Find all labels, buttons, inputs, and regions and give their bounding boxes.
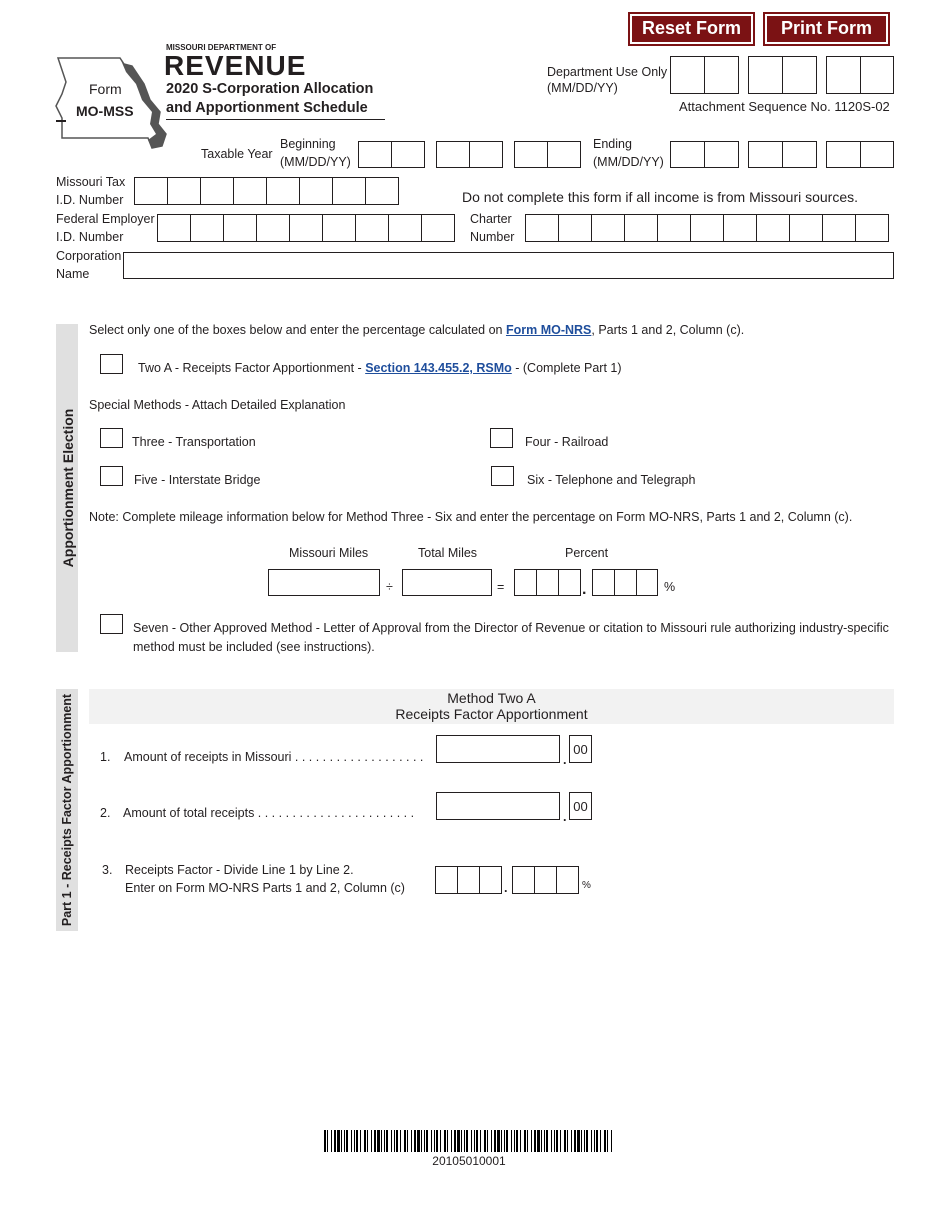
fein-label-2: I.D. Number	[56, 230, 124, 244]
method-seven-checkbox[interactable]	[100, 614, 123, 634]
ending-format: (MM/DD/YY)	[593, 155, 664, 169]
line1-receipts-missouri-input[interactable]	[436, 735, 560, 763]
receipts-factor-whole-input[interactable]	[435, 866, 502, 894]
ending-day-input[interactable]	[748, 141, 817, 168]
line1-label: Amount of receipts in Missouri . . . . . . . . . . . . . . . . . . .	[124, 750, 424, 764]
equals-sign: =	[497, 580, 505, 594]
fein-label: Federal Employer	[56, 212, 155, 226]
form-title-line1: 2020 S-Corporation Allocation	[166, 81, 374, 97]
part1-header-line2: Receipts Factor Apportionment	[395, 706, 588, 722]
dept-use-label: Department Use Only	[547, 65, 668, 79]
missouri-miles-input[interactable]	[268, 569, 380, 596]
percent-label: Percent	[565, 546, 609, 560]
mileage-note: Note: Complete mileage information below for Method Three - Six and enter the percentage on Form MO-NRS, Parts 1 and 2, Column (c).	[89, 510, 853, 524]
beginning-format: (MM/DD/YY)	[280, 155, 351, 169]
part1-header-line1: Method Two A	[447, 690, 536, 706]
beginning-year-input[interactable]	[514, 141, 581, 168]
barcode	[324, 1130, 614, 1154]
method-three-checkbox[interactable]	[100, 428, 123, 448]
line3-label: Receipts Factor - Divide Line 1 by Line 2.	[125, 863, 354, 877]
dept-use-year[interactable]	[826, 56, 894, 94]
line3-percent-sign: %	[582, 880, 591, 891]
charter-number-label-2: Number	[470, 230, 515, 244]
reset-form-button[interactable]: Reset Form	[628, 12, 755, 46]
method-six-checkbox[interactable]	[491, 466, 514, 486]
ending-year-input[interactable]	[826, 141, 894, 168]
beginning-day-input[interactable]	[436, 141, 503, 168]
special-methods-label: Special Methods - Attach Detailed Explanation	[89, 398, 346, 412]
line3-decimal: .	[504, 881, 508, 895]
missouri-sources-notice: Do not complete this form if all income is from Missouri sources.	[462, 189, 859, 205]
section-143-link[interactable]: Section 143.455.2, RSMo	[365, 361, 512, 375]
line1-cents: 00	[569, 735, 592, 763]
dept-use-day[interactable]	[748, 56, 817, 94]
mo-tax-id-label: Missouri Tax	[56, 175, 126, 189]
method-five-checkbox[interactable]	[100, 466, 123, 486]
corporation-name-label-2: Name	[56, 267, 90, 281]
method-seven-label-2: method must be included (see instructions).	[133, 640, 375, 654]
mileage-percent-sign: %	[664, 580, 676, 594]
ending-month-input[interactable]	[670, 141, 739, 168]
receipts-factor-decimal-input[interactable]	[512, 866, 579, 894]
corporation-name-label: Corporation	[56, 249, 122, 263]
line2-decimal: .	[563, 810, 567, 824]
beginning-month-input[interactable]	[358, 141, 425, 168]
total-miles-label: Total Miles	[418, 546, 478, 560]
form-dash	[56, 120, 66, 122]
print-form-button[interactable]: Print Form	[763, 12, 890, 46]
charter-number-input[interactable]	[525, 214, 889, 242]
attachment-sequence: Attachment Sequence No. 1120S-02	[679, 99, 890, 114]
total-miles-input[interactable]	[402, 569, 492, 596]
line2-total-receipts-input[interactable]	[436, 792, 560, 820]
method-three-label: Three - Transportation	[132, 435, 256, 449]
fein-input[interactable]	[157, 214, 455, 242]
department-label: MISSOURI DEPARTMENT OF	[166, 43, 277, 52]
form-mo-nrs-link[interactable]: Form MO-NRS	[505, 323, 592, 337]
method-two-a-label: Two A - Receipts Factor Apportionment - Section 143.455.2, RSMo - (Complete Part 1)	[138, 361, 622, 375]
part1-label: Part 1 - Receipts Factor Apportionment	[60, 693, 74, 927]
form-number: MO-MSS	[76, 103, 134, 119]
divide-sign: ÷	[386, 580, 393, 594]
title-underline	[166, 119, 385, 120]
mileage-percent-decimal-input[interactable]	[592, 569, 658, 596]
form-title-line2: and Apportionment Schedule	[166, 100, 368, 116]
ending-label: Ending	[593, 137, 632, 151]
apportionment-election-label: Apportionment Election	[60, 408, 76, 568]
dept-use-format: (MM/DD/YY)	[547, 81, 618, 95]
method-seven-label: Seven - Other Approved Method - Letter of Approval from the Director of Revenue or citation to Missouri rule authorizing industry-specific	[133, 621, 889, 635]
revenue-logo: REVENUE	[164, 50, 307, 81]
line3-number: 3.	[102, 863, 113, 877]
mo-tax-id-input[interactable]	[134, 177, 399, 205]
charter-number-label: Charter	[470, 212, 512, 226]
line2-cents: 00	[569, 792, 592, 820]
barcode-number: 20105010001	[432, 1154, 506, 1168]
election-intro: Select only one of the boxes below and enter the percentage calculated on Form MO-NRS, Parts 1 and 2, Column (c).	[89, 323, 745, 337]
form-label: Form	[89, 81, 122, 97]
method-four-checkbox[interactable]	[490, 428, 513, 448]
line2-number: 2.	[100, 806, 111, 820]
missouri-miles-label: Missouri Miles	[289, 546, 369, 560]
method-six-label: Six - Telephone and Telegraph	[527, 473, 696, 487]
corporation-name-input[interactable]	[123, 252, 894, 279]
mileage-decimal-point: .	[582, 581, 587, 598]
line3-label-2: Enter on Form MO-NRS Parts 1 and 2, Column (c)	[125, 881, 405, 895]
dept-use-month[interactable]	[670, 56, 739, 94]
method-two-a-checkbox[interactable]	[100, 354, 123, 374]
line1-number: 1.	[100, 750, 111, 764]
line1-decimal: .	[563, 753, 567, 767]
line2-label: Amount of total receipts . . . . . . . . . . . . . . . . . . . . . . .	[123, 806, 415, 820]
method-five-label: Five - Interstate Bridge	[134, 473, 261, 487]
taxable-year-label: Taxable Year	[201, 147, 273, 161]
method-four-label: Four - Railroad	[525, 435, 609, 449]
mo-tax-id-label-2: I.D. Number	[56, 193, 124, 207]
mileage-percent-whole-input[interactable]	[514, 569, 581, 596]
beginning-label: Beginning	[280, 137, 336, 151]
